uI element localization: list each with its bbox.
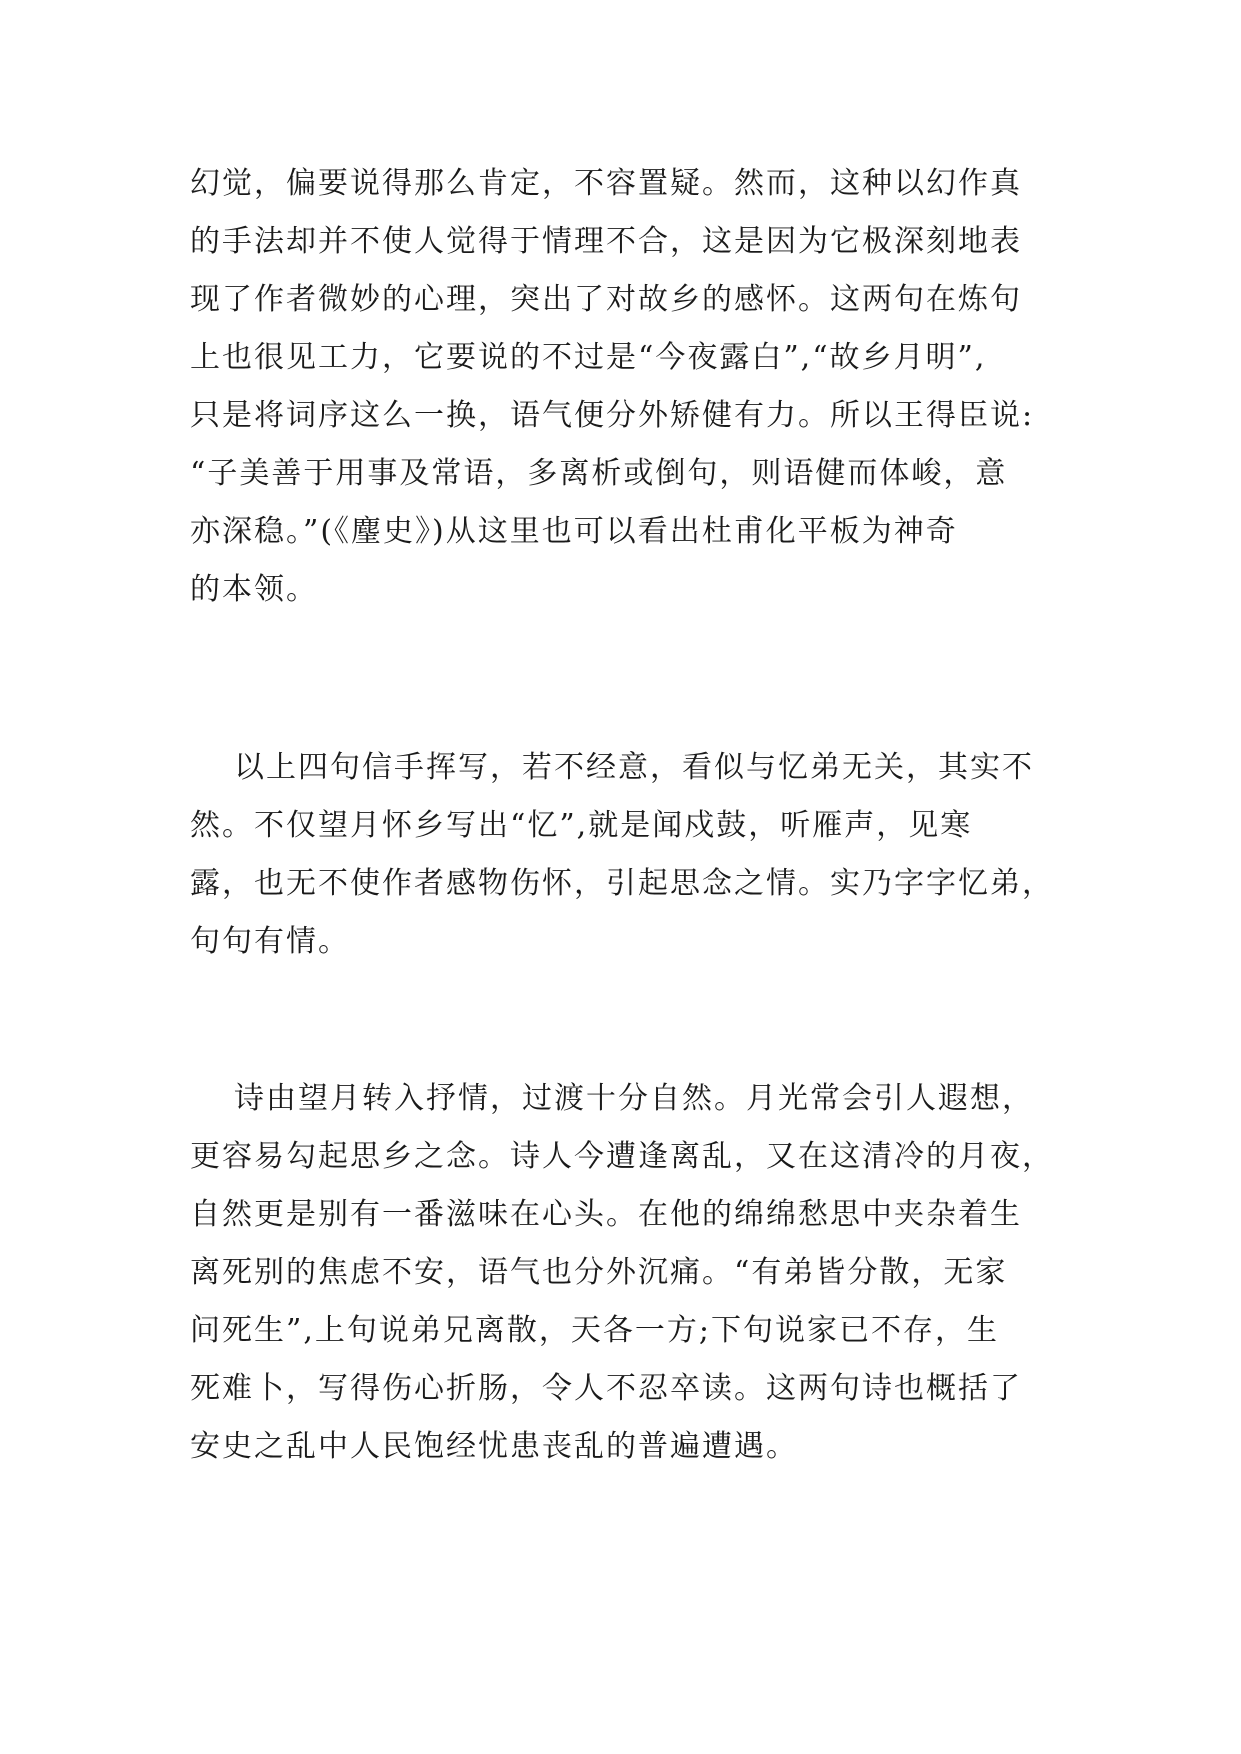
paragraph-line: 死难卜，写得伤心折肠，令人不忍卒读。这两句诗也概括了 (190, 1371, 1022, 1406)
paragraph-1 (190, 155, 1060, 619)
paragraph-line: 然。不仅望月怀乡写出“忆”,就是闻戍鼓，听雁声，见寒 (190, 808, 973, 843)
paragraph-line: 诗由望月转入抒情，过渡十分自然。月光常会引人遐想， (234, 1081, 1034, 1116)
paragraph-line: 自然更是别有一番滋味在心头。在他的绵绵愁思中夹杂着生 (190, 1197, 1022, 1232)
paragraph-line: 问死生”,上句说弟兄离散，天各一方;下句说家已不存，生 (190, 1313, 999, 1348)
paragraph-line: 上也很见工力，它要说的不过是“今夜露白”,“故乡月明”, (190, 340, 987, 375)
paragraph-line: 只是将词序这么一换，语气便分外矫健有力。所以王得臣说: (190, 398, 1035, 433)
paragraph-2 (190, 739, 1060, 971)
paragraph-line: 的手法却并不使人觉得于情理不合，这是因为它极深刻地表 (190, 224, 1022, 259)
paragraph-3 (190, 1070, 1060, 1476)
paragraph-line: “子美善于用事及常语，多离析或倒句，则语健而体峻，意 (190, 456, 1008, 491)
paragraph-line: 更容易勾起思乡之念。诗人今遭逢离乱，又在这清冷的月夜， (190, 1139, 1054, 1174)
paragraph-line: 的本领。 (190, 572, 318, 607)
paragraph-line: 露，也无不使作者感物伤怀，引起思念之情。实乃字字忆弟， (190, 866, 1054, 901)
paragraph-line: 离死别的焦虑不安，语气也分外沉痛。“有弟皆分散，无家 (190, 1255, 1008, 1290)
paragraph-line: 亦深稳。”(《麈史》)从这里也可以看出杜甫化平板为神奇 (190, 514, 958, 549)
paragraph-line: 安史之乱中人民饱经忧患丧乱的普遍遭遇。 (190, 1429, 798, 1464)
paragraph-line: 现了作者微妙的心理，突出了对故乡的感怀。这两句在炼句 (190, 282, 1022, 317)
paragraph-line: 句句有情。 (190, 924, 350, 959)
paragraph-line: 幻觉，偏要说得那么肯定，不容置疑。然而，这种以幻作真 (190, 166, 1022, 201)
paragraph-line: 以上四句信手挥写，若不经意，看似与忆弟无关，其实不 (234, 750, 1034, 785)
